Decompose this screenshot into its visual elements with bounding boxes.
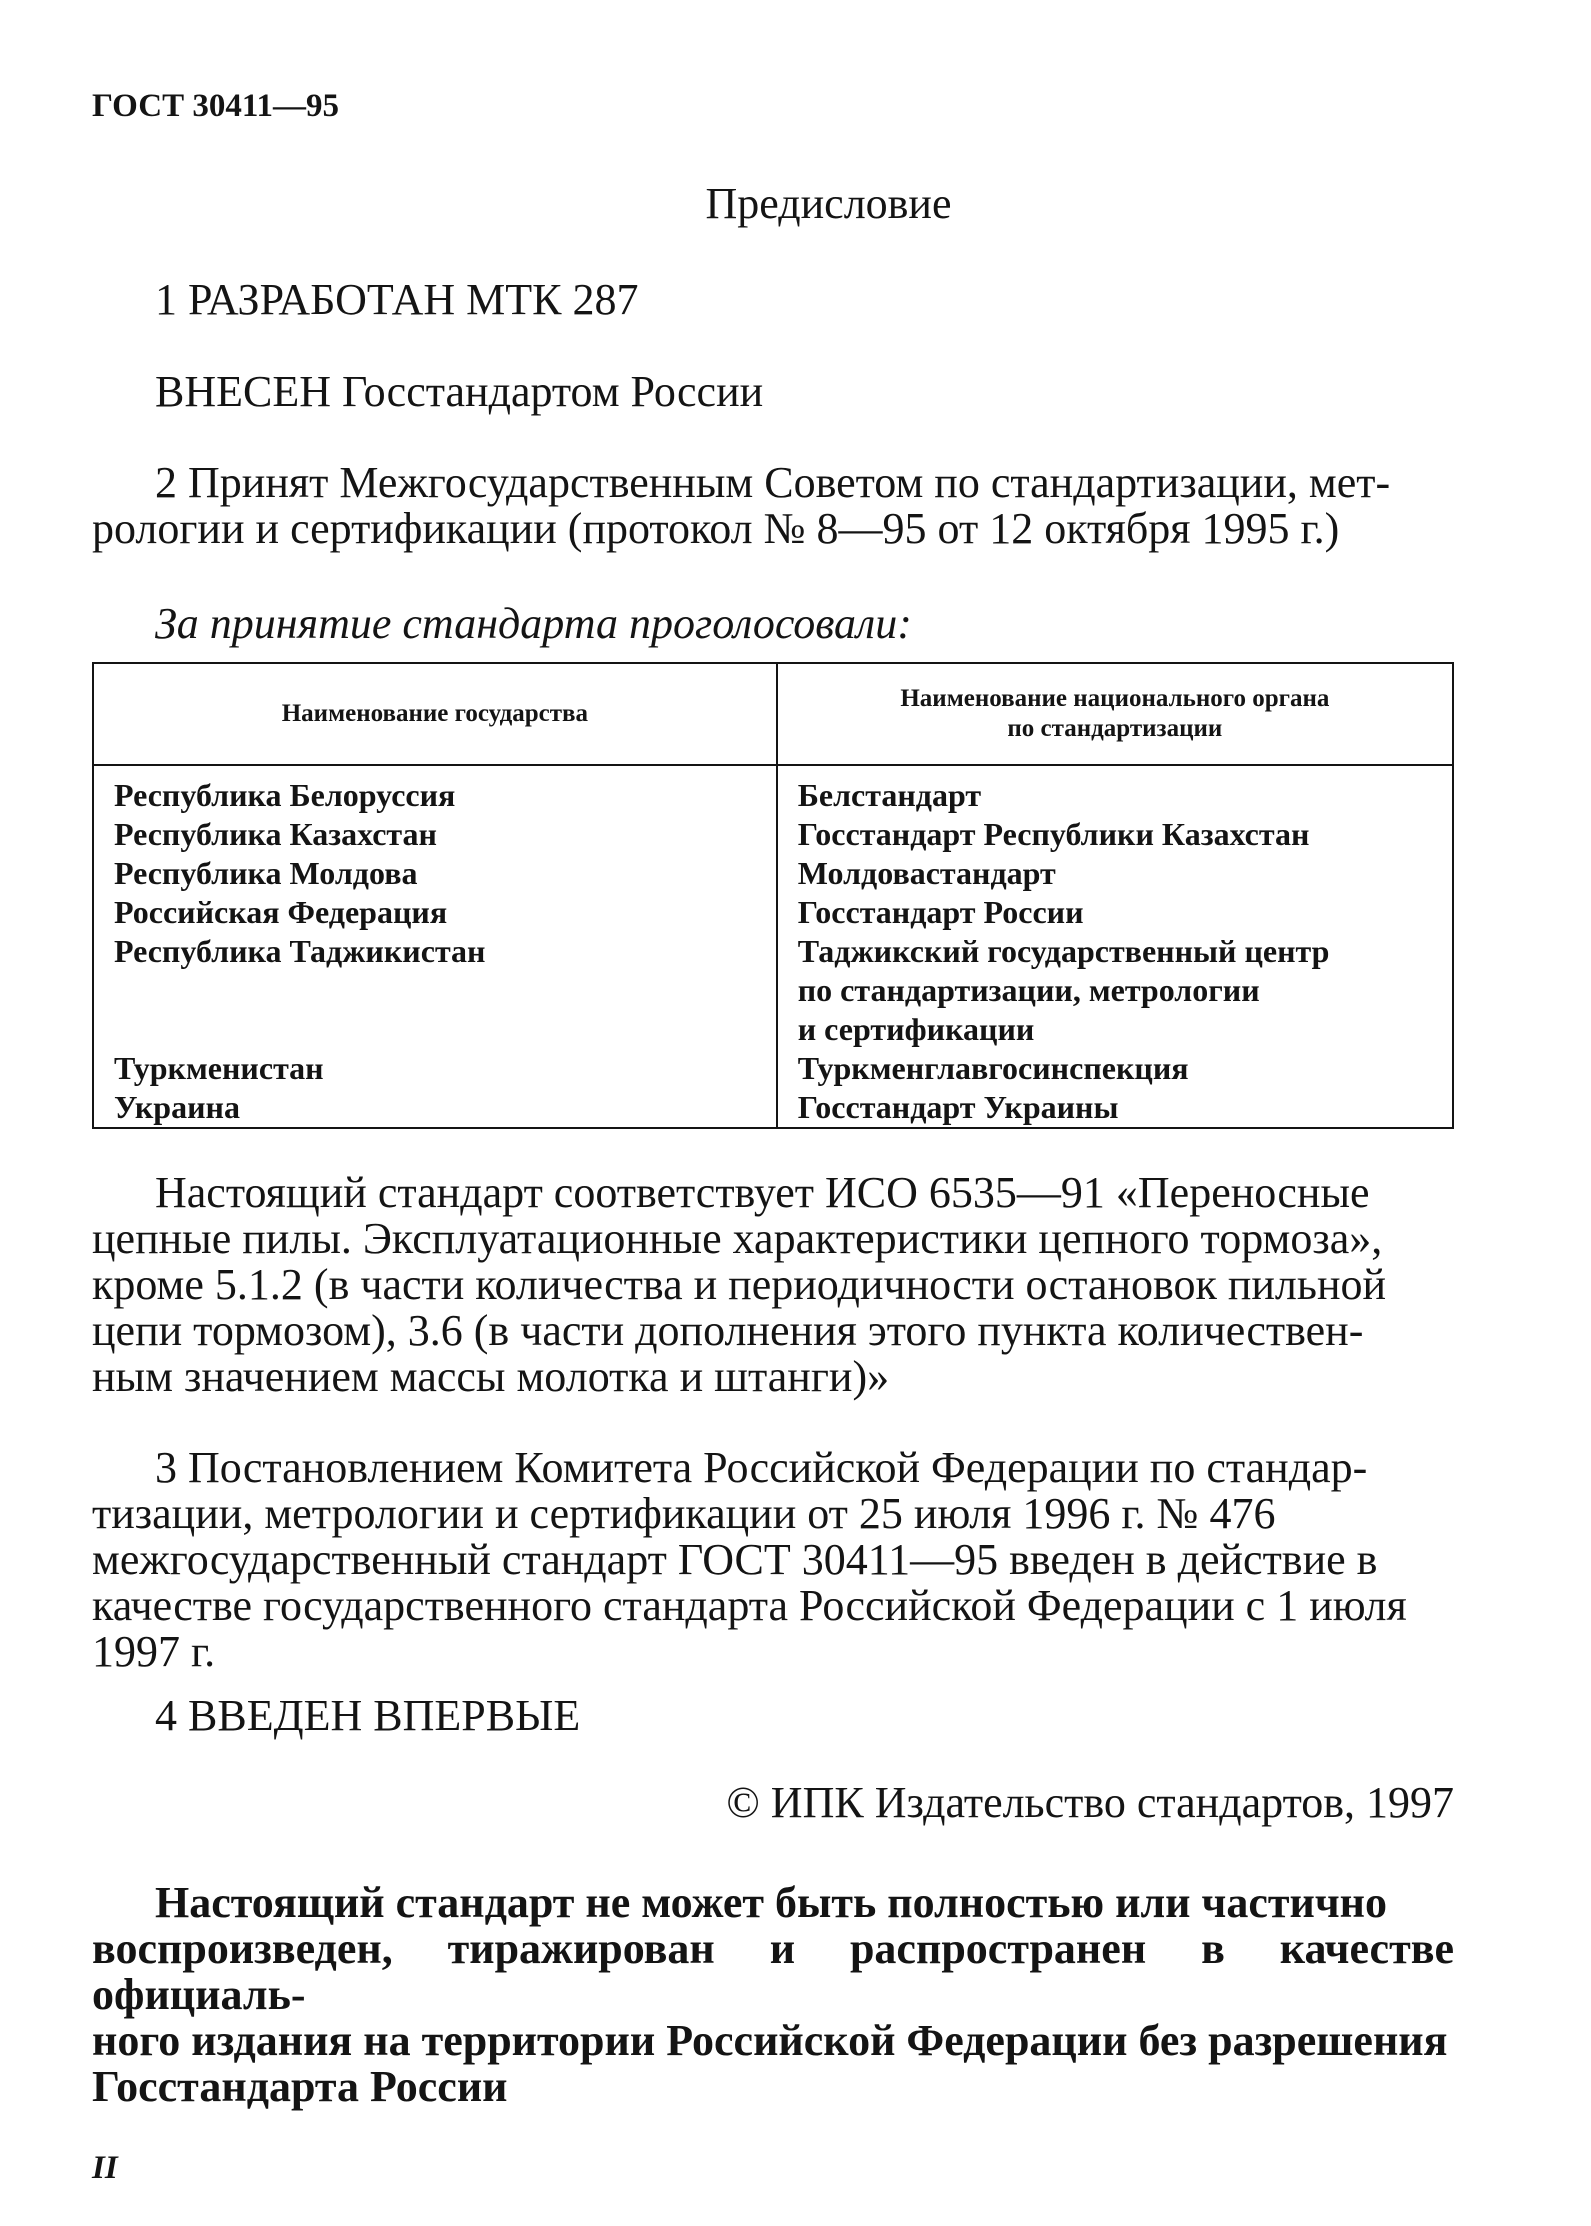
item-2-line-2: рологии и сертификации (протокол № 8—95 от 12 октября 1995 г.) [92,504,1340,553]
item-4-introduced: 4 ВВЕДЕН ВПЕРВЫЕ [155,1691,581,1740]
table-cell-body: Молдовастандарт [777,854,1453,893]
item-3-line-2: тизации, метрологии и сертификации от 25 июля 1996 г. № 476 [92,1489,1276,1538]
item-2-paragraph [92,460,1454,552]
copyright-line: © ИПК Издательство стандартов, 1997 [726,1778,1454,1827]
item-3-line-3: межгосударственный стандарт ГОСТ 30411—95 введен в действие в [92,1535,1378,1584]
item-3-paragraph [92,1445,1454,1675]
item-1-submitted: ВНЕСЕН Госстандартом России [155,367,764,416]
notice-line-4: Госстандарта России [92,2062,508,2111]
table-cell-body: Госстандарт России [777,893,1453,932]
voting-table [92,662,1454,1129]
table-row [93,1088,1453,1128]
table-cell-body [777,932,1453,1049]
table-row [93,815,1453,854]
table-header-row [93,663,1453,765]
table-cell-body-line: Таджикский государственный центр [797,933,1330,969]
table-row [93,1049,1453,1088]
table-row [93,932,1453,1049]
reproduction-notice [92,1880,1454,2110]
table-cell-state: Республика Молдова [93,854,777,893]
table-cell-body: Туркменглавгосинспекция [777,1049,1453,1088]
table-cell-body-line: и сертификации [797,1011,1035,1047]
table-row [93,854,1453,893]
iso-line-1: Настоящий стандарт соответствует ИСО 6535—91 «Переносные [155,1168,1370,1217]
vote-intro: За принятие стандарта проголосовали: [155,599,912,648]
iso-line-3: кроме 5.1.2 (в части количества и периодичности остановок пильной [92,1260,1387,1309]
item-2-line-1: 2 Принят Межгосударственным Советом по стандартизации, мет- [155,458,1391,507]
iso-correspondence-paragraph [92,1170,1454,1400]
page-title: Предисловие [705,179,952,228]
page-number: II [92,2150,118,2186]
iso-line-2: цепные пилы. Эксплуатационные характеристики цепного тормоза», [92,1214,1383,1263]
iso-line-5: ным значением массы молотка и штанги)» [92,1352,890,1401]
table-cell-body: Белстандарт [777,765,1453,815]
item-3-line-5: 1997 г. [92,1627,216,1676]
notice-line-3: ного издания на территории Российской Федерации без разрешения [92,2016,1448,2065]
table-row [93,893,1453,932]
item-1-developed: 1 РАЗРАБОТАН МТК 287 [155,275,639,324]
item-3-line-4: качестве государственного стандарта Российской Федерации с 1 июля [92,1581,1407,1630]
table-cell-state: Республика Таджикистан [93,932,777,1049]
table-cell-state: Туркменистан [93,1049,777,1088]
item-3-line-1: 3 Постановлением Комитета Российской Федерации по стандар- [155,1443,1368,1492]
table-cell-state: Республика Белоруссия [93,765,777,815]
table-header-body-line-1: Наименование национального органа [900,685,1330,712]
table-cell-state: Украина [93,1088,777,1128]
iso-line-4: цепи тормозом), 3.6 (в части дополнения этого пункта количествен- [92,1306,1364,1355]
table-row [93,765,1453,815]
document-code-header: ГОСТ 30411—95 [92,88,340,124]
table-header-body [777,663,1453,765]
table-cell-body: Госстандарт Украины [777,1088,1453,1128]
table-header-state: Наименование государства [93,663,777,765]
table-cell-body: Госстандарт Республики Казахстан [777,815,1453,854]
table-cell-body-line: по стандартизации, метрологии [797,972,1260,1008]
notice-line-1: Настоящий стандарт не может быть полностью или частично [155,1878,1387,1927]
table-cell-state: Российская Федерация [93,893,777,932]
notice-line-2: воспроизведен, тиражирован и распространен в качестве официаль- [92,1924,1454,2019]
table-header-body-line-2: по стандартизации [1007,715,1223,742]
table-cell-state: Республика Казахстан [93,815,777,854]
